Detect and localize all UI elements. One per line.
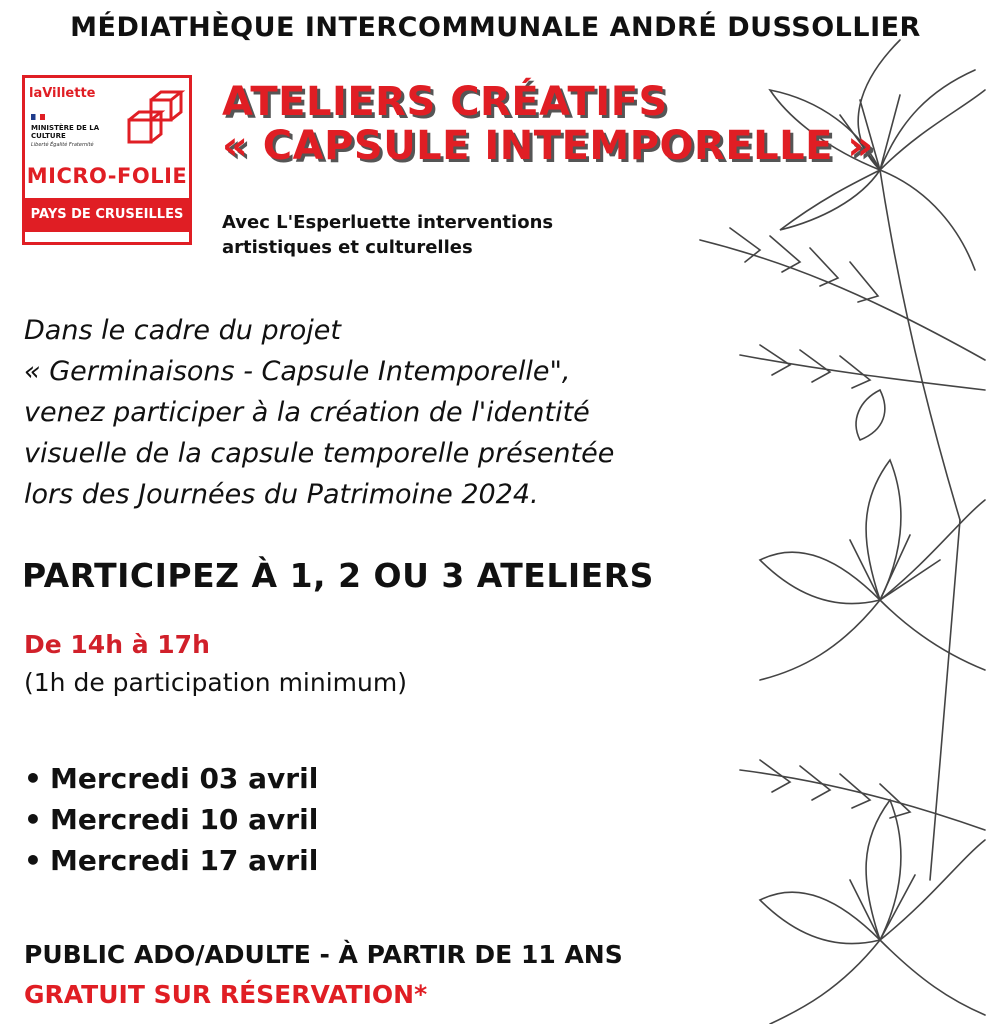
intro-line: lors des Journées du Patrimoine 2024. (24, 479, 539, 510)
minimum-participation: (1h de participation minimum) (24, 668, 407, 697)
ministry-label: MINISTÈRE DE LA CULTURE (31, 124, 100, 140)
region-label: PAYS DE CRUSEILLES (25, 198, 189, 232)
event-subtitle (222, 210, 553, 260)
subtitle-line-2: artistiques et culturelles (222, 237, 473, 258)
cubes-icon (121, 80, 187, 156)
republic-motto: Liberté Égalité Fraternité (31, 142, 94, 148)
booking-label: GRATUIT SUR RÉSERVATION* (24, 980, 428, 1009)
intro-line: « Germinaisons - Capsule Intemporelle", (24, 356, 571, 387)
library-title: MÉDIATHÈQUE INTERCOMMUNALE ANDRÉ DUSSOLLIER (70, 12, 921, 43)
intro-paragraph (24, 310, 784, 515)
micro-folie-logo (22, 75, 192, 245)
lily-middle (760, 552, 880, 603)
date-list (24, 758, 318, 881)
time-range: De 14h à 17h (24, 630, 210, 659)
date-item: • Mercredi 10 avril (24, 799, 318, 840)
audience-label: PUBLIC ADO/ADULTE - À PARTIR DE 11 ANS (24, 940, 623, 969)
date-item: • Mercredi 03 avril (24, 758, 318, 799)
title-line-1: ATELIERS CRÉATIFS (222, 79, 668, 125)
intro-line: visuelle de la capsule temporelle présentée (24, 438, 615, 469)
intro-line: Dans le cadre du projet (24, 315, 341, 346)
intro-line: venez participer à la création de l'identité (24, 397, 590, 428)
subtitle-line-1: Avec L'Esperluette interventions (222, 212, 554, 233)
event-title (222, 80, 874, 168)
lily-bottom (760, 892, 880, 943)
participate-heading: PARTICIPEZ À 1, 2 OU 3 ATELIERS (22, 556, 654, 595)
french-flag-icon (31, 114, 45, 120)
title-line-2: « CAPSULE INTEMPORELLE » (222, 123, 874, 169)
la-villette-brand: laVillette (29, 86, 96, 101)
micro-folie-name: MICRO-FOLIE (26, 164, 188, 188)
date-item: • Mercredi 17 avril (24, 840, 318, 881)
